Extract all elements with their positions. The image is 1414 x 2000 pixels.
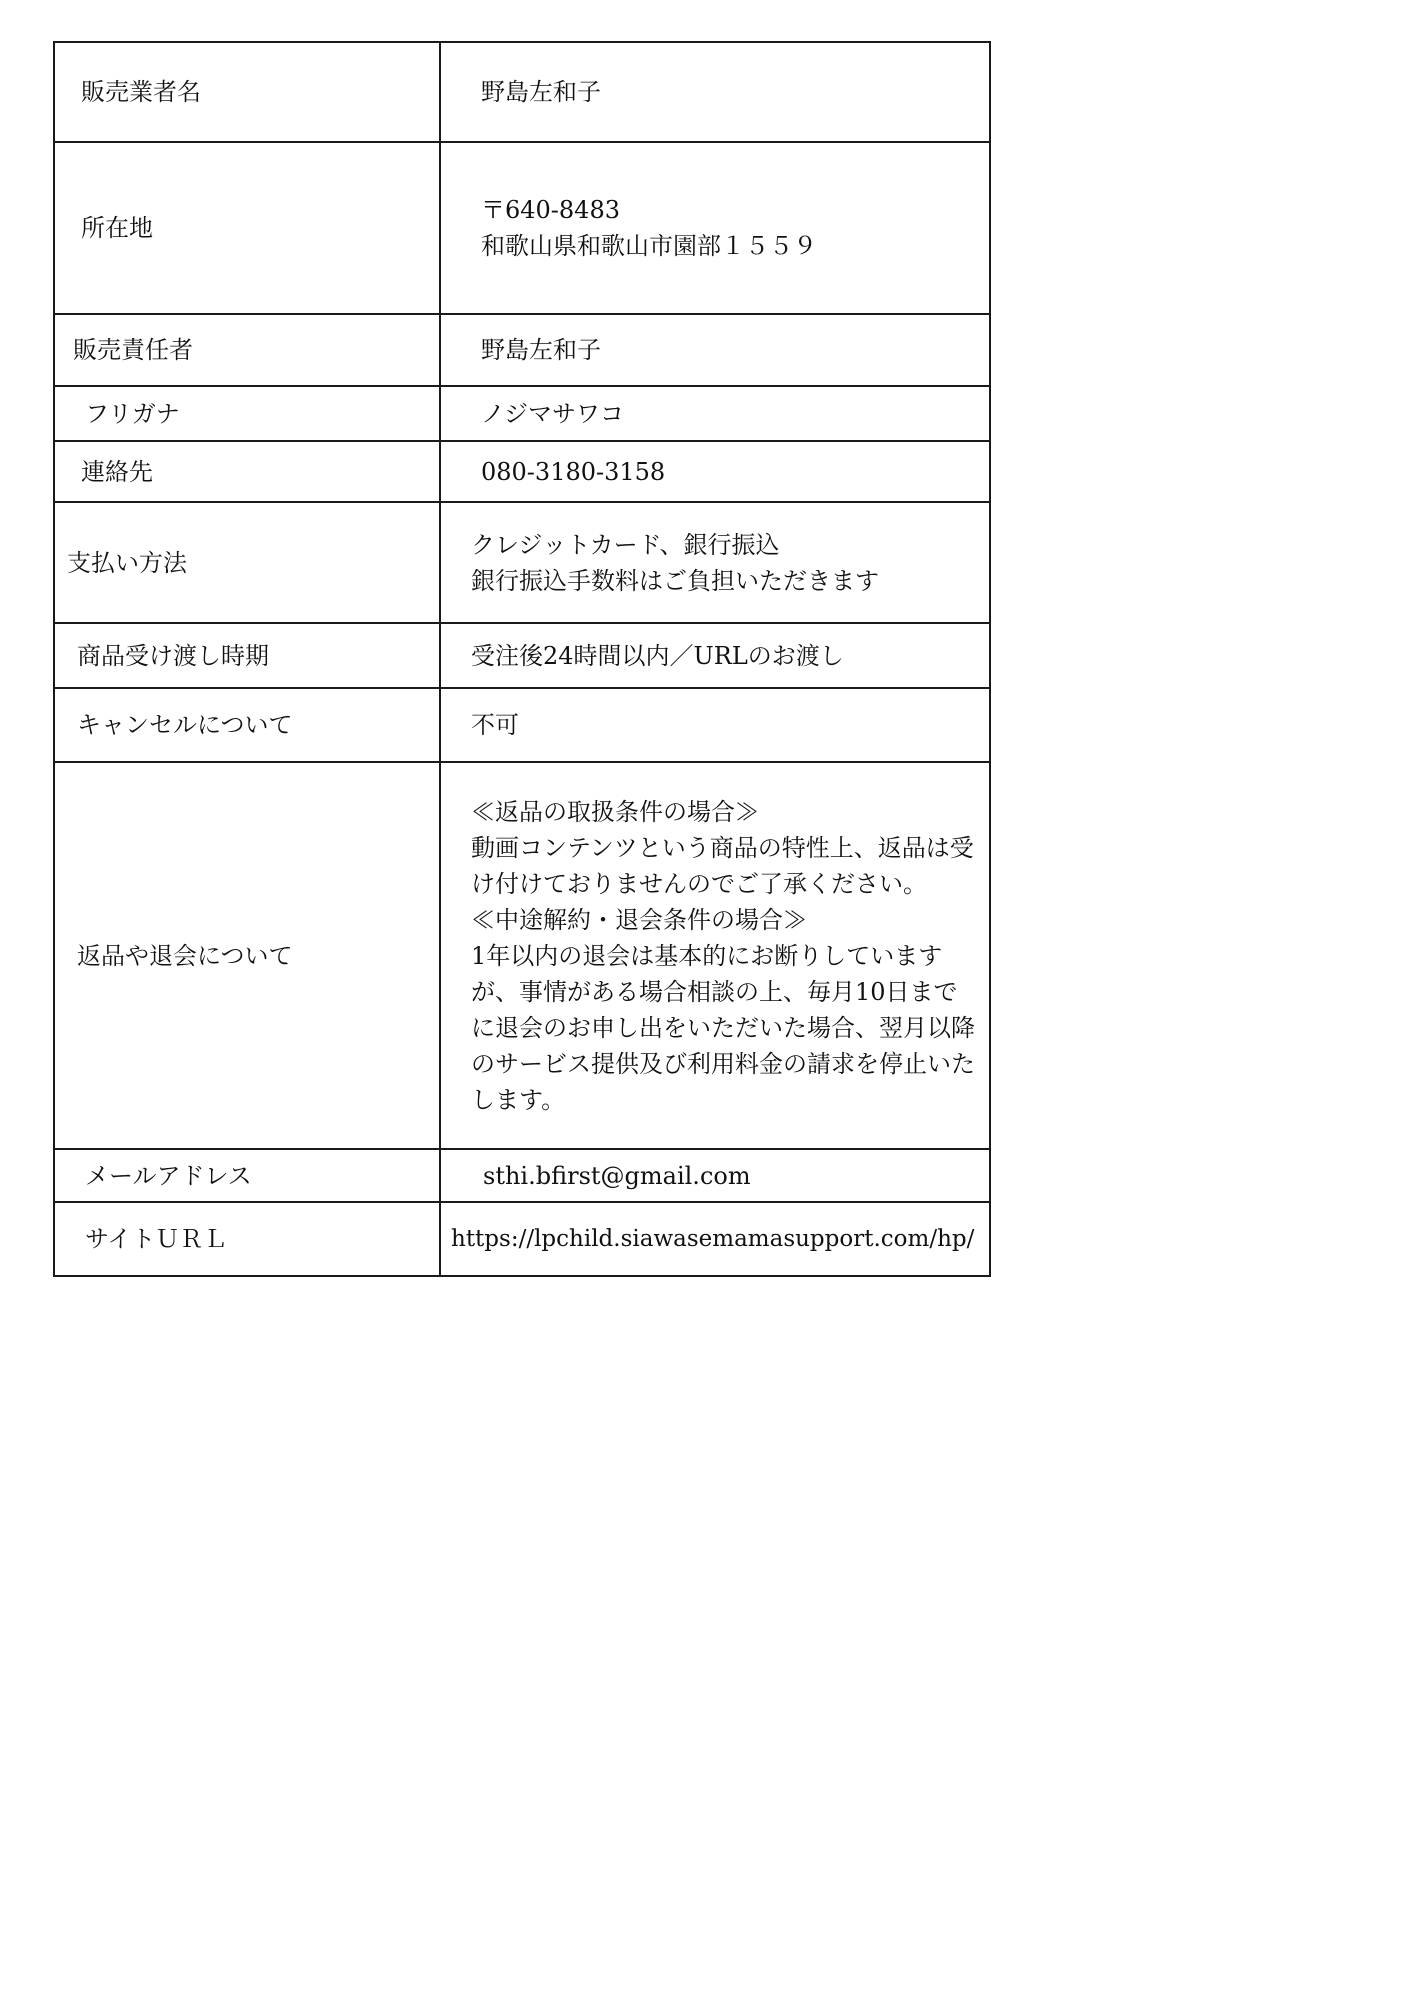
table-row (54, 314, 990, 386)
value-line: 銀行振込手数料はご負担いただきます (471, 566, 879, 595)
table-row (54, 1149, 990, 1202)
row-label: 支払い方法 (54, 502, 440, 623)
table-row (54, 762, 990, 1149)
table-row (54, 142, 990, 314)
table-row (54, 502, 990, 623)
value-line: 和歌山県和歌山市園部１５５９ (481, 232, 817, 260)
value-line: クレジットカード、銀行振込 (471, 530, 780, 559)
table-row (54, 386, 990, 441)
table-row (54, 42, 990, 142)
table-row (54, 1202, 990, 1276)
value-line: 動画コンテンツという商品の特性上、返品は受け付けておりませんのでご了承ください。 (471, 833, 974, 898)
row-value (440, 1202, 990, 1276)
table-row (54, 441, 990, 502)
value-line: ノジマサワコ (481, 399, 625, 428)
row-label: 所在地 (54, 142, 440, 314)
value-line: ≪中途解約・退会条件の場合≫ (471, 905, 807, 934)
row-value (440, 688, 990, 762)
email-link[interactable]: sthi.bfirst@gmail.com (483, 1161, 751, 1190)
row-value (440, 441, 990, 502)
row-label: 返品や退会について (54, 762, 440, 1149)
value-line: 080-3180-3158 (481, 457, 666, 486)
value-line: 野島左和子 (481, 78, 601, 106)
site-url-link[interactable]: https://lpchild.siawasemamasupport.com/hp/ (451, 1226, 975, 1252)
value-line: 受注後24時間以内／URLのお渡し (471, 641, 844, 670)
value-line: 野島左和子 (481, 336, 601, 364)
row-label: 販売責任者 (54, 314, 440, 386)
row-label: 連絡先 (54, 441, 440, 502)
row-value (440, 142, 990, 314)
value-line: 1年以内の退会は基本的にお断りしていますが、事情がある場合相談の上、毎月10日までに退会のお申し出をいただいた場合、翌月以降のサービス提供及び利用料金の請求を停止いたします。 (471, 941, 975, 1114)
row-label: フリガナ (54, 386, 440, 441)
value-line: 不可 (471, 711, 519, 739)
table-row (54, 688, 990, 762)
row-value (440, 386, 990, 441)
row-label: サイトＵＲＬ (54, 1202, 440, 1276)
table-row (54, 623, 990, 688)
row-value (440, 42, 990, 142)
row-value (440, 623, 990, 688)
row-value (440, 762, 990, 1149)
value-line: ≪返品の取扱条件の場合≫ (471, 797, 759, 826)
row-label: キャンセルについて (54, 688, 440, 762)
row-value (440, 314, 990, 386)
row-label: 商品受け渡し時期 (54, 623, 440, 688)
seller-info-table (53, 41, 991, 1277)
row-label: メールアドレス (54, 1149, 440, 1202)
row-label: 販売業者名 (54, 42, 440, 142)
value-line: 〒640-8483 (481, 196, 620, 224)
row-value (440, 1149, 990, 1202)
row-value (440, 502, 990, 623)
